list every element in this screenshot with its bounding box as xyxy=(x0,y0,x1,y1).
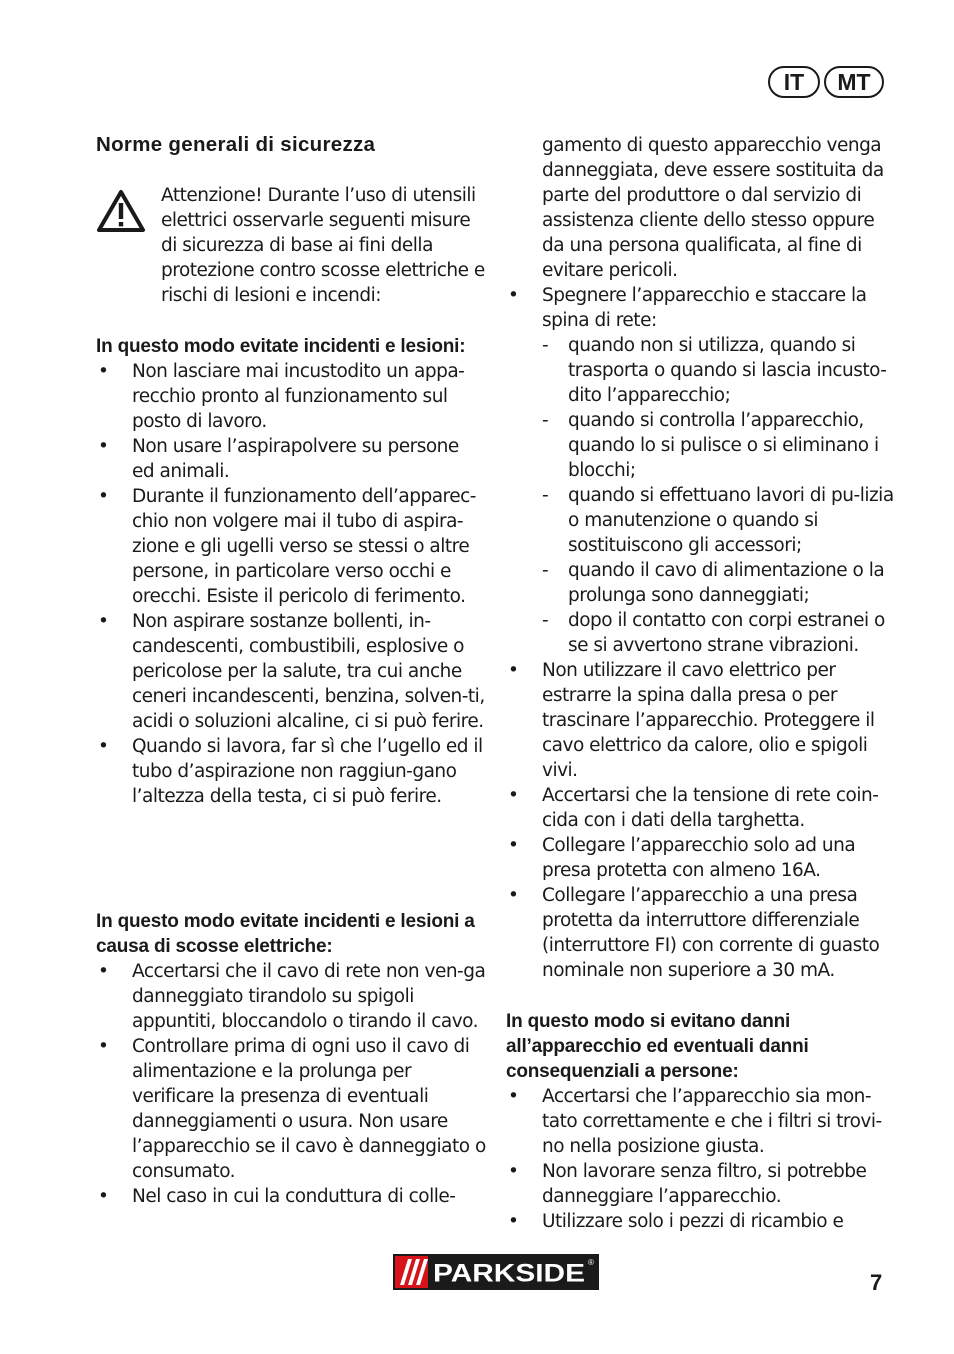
continued-text: gamento di questo apparecchio venga danneggiata, deve essere sostituita da parte del produttore o dal servizio di assistenza cliente dello stesso oppure da una persona qualificata, al fine di evitare pericoli. xyxy=(542,135,884,281)
dash-item: - quando non si utilizza, quando si trasporta o quando si lascia incusto-dito l’apparecchio; xyxy=(542,333,896,408)
lang-badge-mt: MT xyxy=(824,66,884,98)
list-item: • Collegare l’apparecchio solo ad una presa protetta con almeno 16A. xyxy=(506,833,896,883)
dash-item: - quando il cavo di alimentazione o la prolunga sono danneggiati; xyxy=(542,558,896,608)
list-item: • Utilizzare solo i pezzi di ricambio e xyxy=(506,1209,896,1234)
list-item: • Durante il funzionamento dell’apparec-chio non volgere mai il tubo di aspira-zione e gli ugelli verso se stessi o altre persone, in particolare verso occhi e orecchi. Esiste il pericolo di ferimento. xyxy=(96,484,486,609)
list-item: • Non usare l’aspirapolvere su persone ed animali. xyxy=(96,434,486,484)
list-item: • Nel caso in cui la conduttura di colle- xyxy=(96,1184,486,1209)
registered-mark: ® xyxy=(588,1258,594,1267)
list-item: • Non aspirare sostanze bollenti, in-candescenti, combustibili, esplosive o pericolose per la salute, tra cui anche ceneri incandescenti, benzina, solven-ti, acidi o soluzioni alcaline, ci si può ferire. xyxy=(96,609,486,734)
section-electric-shock xyxy=(96,909,486,1209)
list-item: • Accertarsi che la tensione di rete coin-cida con i dati della targhetta. xyxy=(506,783,896,833)
language-badges xyxy=(768,66,884,98)
list-item: • Non lavorare senza filtro, si potrebbe danneggiare l’apparecchio. xyxy=(506,1159,896,1209)
section-heading: In questo modo evitate incidenti e lesioni a causa di scosse elettriche: xyxy=(96,911,475,957)
lang-badge-it: IT xyxy=(768,66,820,98)
list-item xyxy=(506,283,896,658)
dash-item: - dopo il contatto con corpi estranei o se si avvertono strane vibrazioni. xyxy=(542,608,896,658)
dash-item: - quando si effettuano lavori di pu-lizia o manutenzione o quando si sostituiscono gli accessori; xyxy=(542,483,896,558)
parkside-logo xyxy=(393,1254,599,1290)
right-flow xyxy=(506,133,896,983)
page-number: 7 xyxy=(870,1270,883,1295)
warning-block xyxy=(96,183,486,308)
section-title: Norme generali di sicurezza xyxy=(96,133,376,156)
dash-list xyxy=(542,333,896,658)
section-heading: In questo modo si evitano danni all’apparecchio ed eventuali danni consequenziali a persone: xyxy=(506,1011,809,1082)
list-item: • Collegare l’apparecchio a una presa protetta da interruttore differenziale (interruttore FI) con corrente di guasto nominale non superiore a 30 mA. xyxy=(506,883,896,983)
warning-text: Attenzione! Durante l’uso di utensili elettrici osservarle seguenti misure di sicurezza di base ai fini della protezione contro scosse elettriche e rischi di lesioni e incendi: xyxy=(161,185,485,306)
warning-triangle-icon xyxy=(96,189,146,233)
list-item: • Quando si lavora, far sì che l’ugello ed il tubo d’aspirazione non raggiun-gano l’altezza della testa, ci si può ferire. xyxy=(96,734,486,809)
list-item: • Non lasciare mai incustodito un appa-recchio pronto al funzionamento sul posto di lavoro. xyxy=(96,359,486,434)
list-item-text: Spegnere l’apparecchio e staccare la spina di rete: xyxy=(542,285,867,331)
list-item: • Accertarsi che l’apparecchio sia mon-tato correttamente e che i filtri si trovi-no nella posizione giusta. xyxy=(506,1084,896,1159)
section-incidents xyxy=(96,334,486,809)
list-item: • Controllare prima di ogni uso il cavo di alimentazione e la prolunga per verificare la presenza di eventuali danneggiamenti o usura. Non usare l’apparecchio se il cavo è danneggiato o consumato. xyxy=(96,1034,486,1184)
list-item: • Accertarsi che il cavo di rete non ven-ga danneggiato tirandolo su spigoli appuntiti, bloccandolo o tirando il cavo. xyxy=(96,959,486,1034)
list-item: • Non utilizzare il cavo elettrico per estrarre la spina dalla presa o per trascinare l’apparecchio. Proteggere il cavo elettrico da calore, olio e spigoli vivi. xyxy=(506,658,896,783)
dash-item: - quando si controlla l’apparecchio, quando lo si pulisce o si eliminano i blocchi; xyxy=(542,408,896,483)
section-heading: In questo modo evitate incidenti e lesioni: xyxy=(96,336,466,357)
section-device-damage xyxy=(506,1009,896,1234)
logo-wordmark: PARKSIDE xyxy=(433,1259,585,1288)
bullet-list xyxy=(506,1084,896,1234)
bullet-list xyxy=(506,283,896,983)
bullet-list xyxy=(96,359,486,809)
bullet-list xyxy=(96,959,486,1209)
